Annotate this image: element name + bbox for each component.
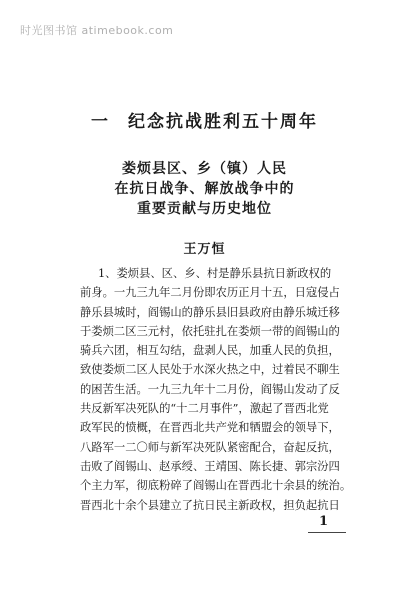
subtitle-line-2: 在抗日战争、解放战争中的 — [114, 181, 295, 197]
paragraph-line: 静乐县城时，阎锡山的静乐县旧县政府由静乐城迁移 — [80, 305, 340, 319]
chapter-title: 纪念抗战胜利五十周年 — [128, 112, 318, 132]
page-number-rule — [308, 532, 346, 533]
paragraph-line: 前身。一九三九年二月份即农历正月十五，日寇侵占 — [80, 286, 340, 300]
chapter-number: 一 — [91, 112, 110, 132]
paragraph-line: 八路军一二〇师与新军决死队紧密配合，奋起反抗， — [80, 440, 340, 454]
paragraph-line: 1、娄烦县、区、乡、村是静乐县抗日新政权的 — [98, 267, 332, 280]
paragraph-line: 个主力军，彻底粉碎了阎锡山在晋西北十余县的统治。 — [80, 479, 352, 493]
paragraph-line: 政军民的愤概，在晋西北共产党和牺盟会的领导下， — [80, 421, 340, 435]
paragraph-line: 的困苦生活。一九三九年十二月份，阎锡山发动了反 — [80, 382, 340, 396]
subtitle-line-3: 重要贡献与历史地位 — [137, 201, 272, 217]
author-name: 王万恒 — [183, 242, 226, 257]
chapter-heading — [0, 107, 409, 132]
watermark: 时光图书馆 atimebook.com — [20, 24, 174, 37]
paragraph-line: 致使娄烦二区人民处于水深火热之中，过着民不聊生 — [80, 363, 340, 377]
paragraph-line: 共反新军决死队的“十二月事件”，激起了晋西北党 — [80, 402, 329, 416]
page-number: 1 — [319, 514, 329, 529]
paragraph-line: 晋西北十余个县建立了抗日民主新政权，担负起抗日 — [80, 498, 340, 512]
paragraph-line: 于娄烦二区三元村，依托驻扎在娄烦一带的阎锡山的 — [80, 324, 340, 338]
subtitle-line-1: 娄烦县区、乡（镇）人民 — [122, 161, 287, 177]
body-paragraph — [80, 264, 380, 515]
paragraph-line: 骑兵六团，相互勾结，盘剥人民，加重人民的负担， — [80, 344, 340, 358]
paragraph-line: 击败了阎锡山、赵承绶、王靖国、陈长捷、郭宗汾四 — [80, 459, 340, 473]
